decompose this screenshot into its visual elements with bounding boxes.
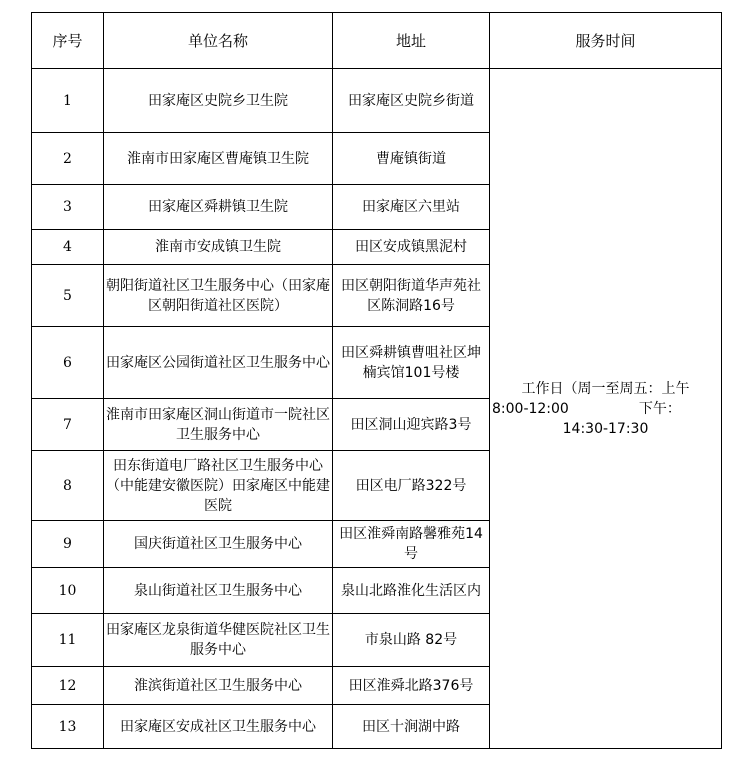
row-address: 田区电厂路322号 [333,451,490,521]
row-address: 田区淮舜南路馨雅苑14号 [333,521,490,568]
row-address: 田区朝阳街道华声苑社区陈洞路16号 [333,265,490,327]
row-address: 市泉山路 82号 [333,614,490,667]
service-time-cell [490,69,722,749]
row-address: 泉山北路淮化生活区内 [333,568,490,614]
row-name: 淮南市安成镇卫生院 [104,230,333,265]
service-time-line1: 工作日（周一至周五：上午 [521,380,690,397]
row-name: 田家庵区龙泉街道华健医院社区卫生服务中心 [104,614,333,667]
row-address: 田区安成镇黑泥村 [333,230,490,265]
row-no: 1 [32,69,104,133]
row-no: 3 [32,185,104,230]
row-address: 曹庵镇街道 [333,133,490,185]
row-address: 田区十涧湖中路 [333,705,490,749]
table-row [32,69,722,133]
row-address: 田区舜耕镇曹咀社区坤楠宾馆101号楼 [333,327,490,399]
header-name: 单位名称 [104,13,333,69]
afternoon-label: 下午： [638,400,681,417]
row-no: 2 [32,133,104,185]
row-no: 11 [32,614,104,667]
row-name: 朝阳街道社区卫生服务中心（田家庵区朝阳街道社区医院） [104,265,333,327]
row-no: 13 [32,705,104,749]
service-table [31,12,722,749]
header-row [32,13,722,69]
row-no: 6 [32,327,104,399]
header-no: 序号 [32,13,104,69]
row-name: 淮南市田家庵区曹庵镇卫生院 [104,133,333,185]
row-no: 4 [32,230,104,265]
row-name: 泉山街道社区卫生服务中心 [104,568,333,614]
header-address: 地址 [333,13,490,69]
row-name: 田东街道电厂路社区卫生服务中心（中能建安徽医院）田家庵区中能建医院 [104,451,333,521]
row-no: 9 [32,521,104,568]
row-name: 国庆街道社区卫生服务中心 [104,521,333,568]
morning-hours: 8:00-12:00 [492,400,569,417]
row-address: 田区淮舜北路376号 [333,667,490,705]
row-no: 10 [32,568,104,614]
row-name: 田家庵区公园街道社区卫生服务中心 [104,327,333,399]
row-address: 田家庵区史院乡街道 [333,69,490,133]
row-name: 田家庵区舜耕镇卫生院 [104,185,333,230]
service-time-line3: 14:30-17:30 [562,420,649,437]
header-service-time: 服务时间 [490,13,722,69]
service-time-line2 [492,399,719,419]
row-name: 淮滨街道社区卫生服务中心 [104,667,333,705]
row-name: 田家庵区史院乡卫生院 [104,69,333,133]
row-no: 12 [32,667,104,705]
row-name: 田家庵区安成社区卫生服务中心 [104,705,333,749]
row-address: 田区洞山迎宾路3号 [333,399,490,451]
row-name: 淮南市田家庵区洞山街道市一院社区卫生服务中心 [104,399,333,451]
row-no: 7 [32,399,104,451]
row-no: 8 [32,451,104,521]
row-no: 5 [32,265,104,327]
row-address: 田家庵区六里站 [333,185,490,230]
